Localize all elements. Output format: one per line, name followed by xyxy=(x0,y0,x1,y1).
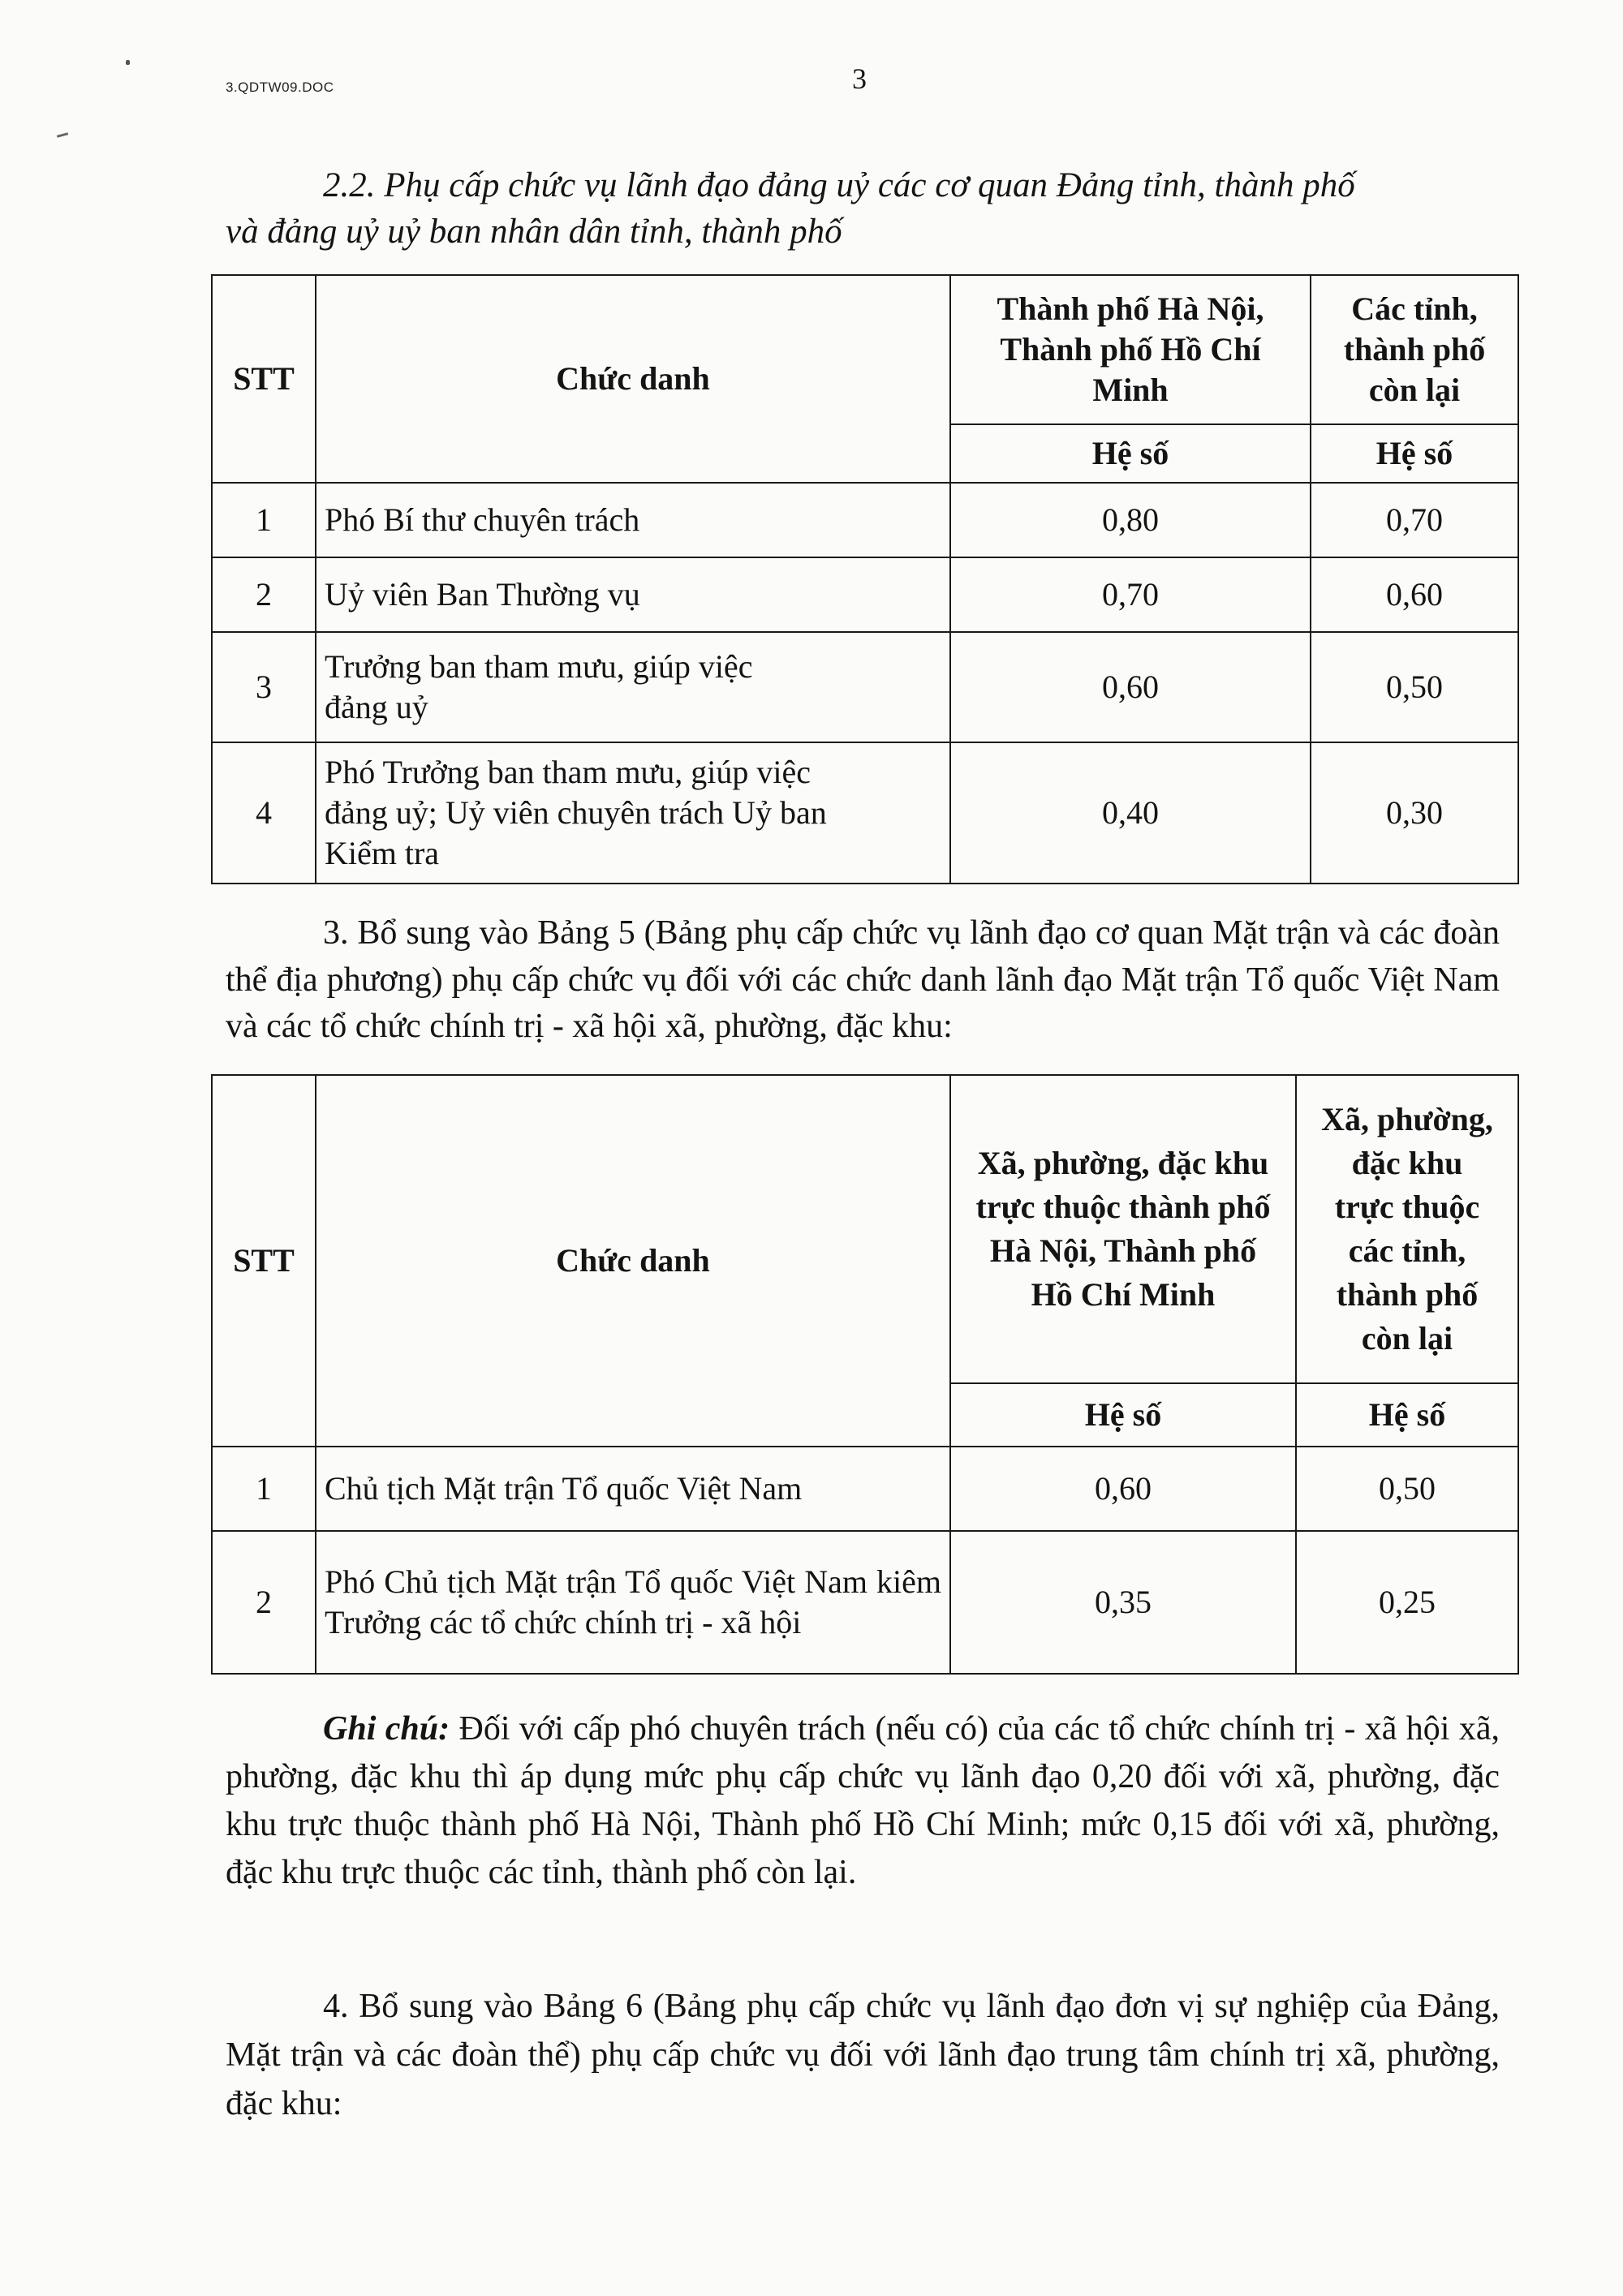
table1-row1-stt: 1 xyxy=(212,483,316,557)
table1-row1-title: Phó Bí thư chuyên trách xyxy=(316,483,950,557)
table1-row3-v2: 0,50 xyxy=(1311,632,1518,742)
table2-row1-v2: 0,50 xyxy=(1296,1447,1518,1531)
table1-header-other-provinces: Các tỉnh, thành phố còn lại xyxy=(1311,275,1518,424)
section-2-2-line1: 2.2. Phụ cấp chức vụ lãnh đạo đảng uỷ các cơ quan Đảng tỉnh, thành phố xyxy=(323,166,1355,204)
table2-header-hanoi-hcm: Xã, phường, đặc khu trực thuộc thành phố Hà Nội, Thành phố Hồ Chí Minh xyxy=(950,1075,1296,1383)
table1-subheader-coef1: Hệ số xyxy=(950,424,1311,483)
table-allowance-party xyxy=(211,274,1519,884)
table1-row4-stt: 4 xyxy=(212,742,316,884)
document-filename: 3.QDTW09.DOC xyxy=(226,80,334,95)
section-2-2-line2: và đảng uỷ uỷ ban nhân dân tỉnh, thành phố xyxy=(226,213,842,251)
scan-mark xyxy=(57,132,68,138)
table2-subheader-coef2: Hệ số xyxy=(1296,1383,1518,1447)
table2-row2-title: Phó Chủ tịch Mặt trận Tổ quốc Việt Nam kiêm Trưởng các tổ chức chính trị - xã hội xyxy=(316,1531,950,1674)
note-text: Đối với cấp phó chuyên trách (nếu có) của các tổ chức chính trị - xã hội xã, phường, đặc khu thì áp dụng mức phụ cấp chức vụ lãnh đạo 0,20 đối với xã, phường, đặc khu trực thuộc thành phố Hà Nội, Thành phố Hồ Chí Minh; mức 0,15 đối với xã, phường, đặc khu trực thuộc các tỉnh, thành phố còn lại. xyxy=(226,1710,1500,1891)
table2-row2-v2: 0,25 xyxy=(1296,1531,1518,1674)
table1-row3-stt: 3 xyxy=(212,632,316,742)
table1-row2-stt: 2 xyxy=(212,557,316,632)
table-row xyxy=(212,483,1518,557)
section-3-paragraph: 3. Bổ sung vào Bảng 5 (Bảng phụ cấp chức vụ lãnh đạo cơ quan Mặt trận và các đoàn thể địa phương) phụ cấp chức vụ đối với các chức danh lãnh đạo Mặt trận Tổ quốc Việt Nam và các tổ chức chính trị - xã hội xã, phường, đặc khu: xyxy=(226,914,1500,1045)
section-4-paragraph: 4. Bổ sung vào Bảng 6 (Bảng phụ cấp chức vụ lãnh đạo đơn vị sự nghiệp của Đảng, Mặt trận và các đoàn thể) phụ cấp chức vụ đối với lãnh đạo trung tâm chính trị xã, phường, đặc khu: xyxy=(226,1988,1500,2122)
table-row xyxy=(212,1531,1518,1674)
table2-row1-stt: 1 xyxy=(212,1447,316,1531)
table-row xyxy=(212,1447,1518,1531)
table2-row2-v1: 0,35 xyxy=(950,1531,1296,1674)
table1-header-title: Chức danh xyxy=(316,275,950,483)
table1-subheader-coef2: Hệ số xyxy=(1311,424,1518,483)
note-paragraph xyxy=(226,1705,1500,1897)
table2-subheader-coef1: Hệ số xyxy=(950,1383,1296,1447)
table2-row1-v1: 0,60 xyxy=(950,1447,1296,1531)
table2-header-stt: STT xyxy=(212,1075,316,1447)
table1-row2-title: Uỷ viên Ban Thường vụ xyxy=(316,557,950,632)
table1-row3-title: Trưởng ban tham mưu, giúp việc đảng uỷ xyxy=(316,632,950,742)
table1-row3-v1: 0,60 xyxy=(950,632,1311,742)
note-label: Ghi chú: xyxy=(323,1710,450,1748)
table1-row4-title: Phó Trưởng ban tham mưu, giúp việc đảng uỷ; Uỷ viên chuyên trách Uỷ ban Kiểm tra xyxy=(316,742,950,884)
table1-row1-v2: 0,70 xyxy=(1311,483,1518,557)
table1-row4-v1: 0,40 xyxy=(950,742,1311,884)
table-row xyxy=(212,742,1518,884)
table1-row2-v2: 0,60 xyxy=(1311,557,1518,632)
section-2-2-heading xyxy=(226,162,1500,255)
table1-row2-v1: 0,70 xyxy=(950,557,1311,632)
table2-row1-title: Chủ tịch Mặt trận Tổ quốc Việt Nam xyxy=(316,1447,950,1531)
scan-speck xyxy=(126,60,130,65)
table2-header-other-provinces: Xã, phường, đặc khu trực thuộc các tỉnh, thành phố còn lại xyxy=(1296,1075,1518,1383)
table1-header-stt: STT xyxy=(212,275,316,483)
table1-row4-v2: 0,30 xyxy=(1311,742,1518,884)
table1-row1-v1: 0,80 xyxy=(950,483,1311,557)
table-allowance-front xyxy=(211,1074,1519,1675)
table-row xyxy=(212,632,1518,742)
table-row xyxy=(212,557,1518,632)
table1-header-hanoi-hcm: Thành phố Hà Nội, Thành phố Hồ Chí Minh xyxy=(950,275,1311,424)
page-number: 3 xyxy=(852,62,867,95)
table2-row2-stt: 2 xyxy=(212,1531,316,1674)
table2-header-title: Chức danh xyxy=(316,1075,950,1447)
